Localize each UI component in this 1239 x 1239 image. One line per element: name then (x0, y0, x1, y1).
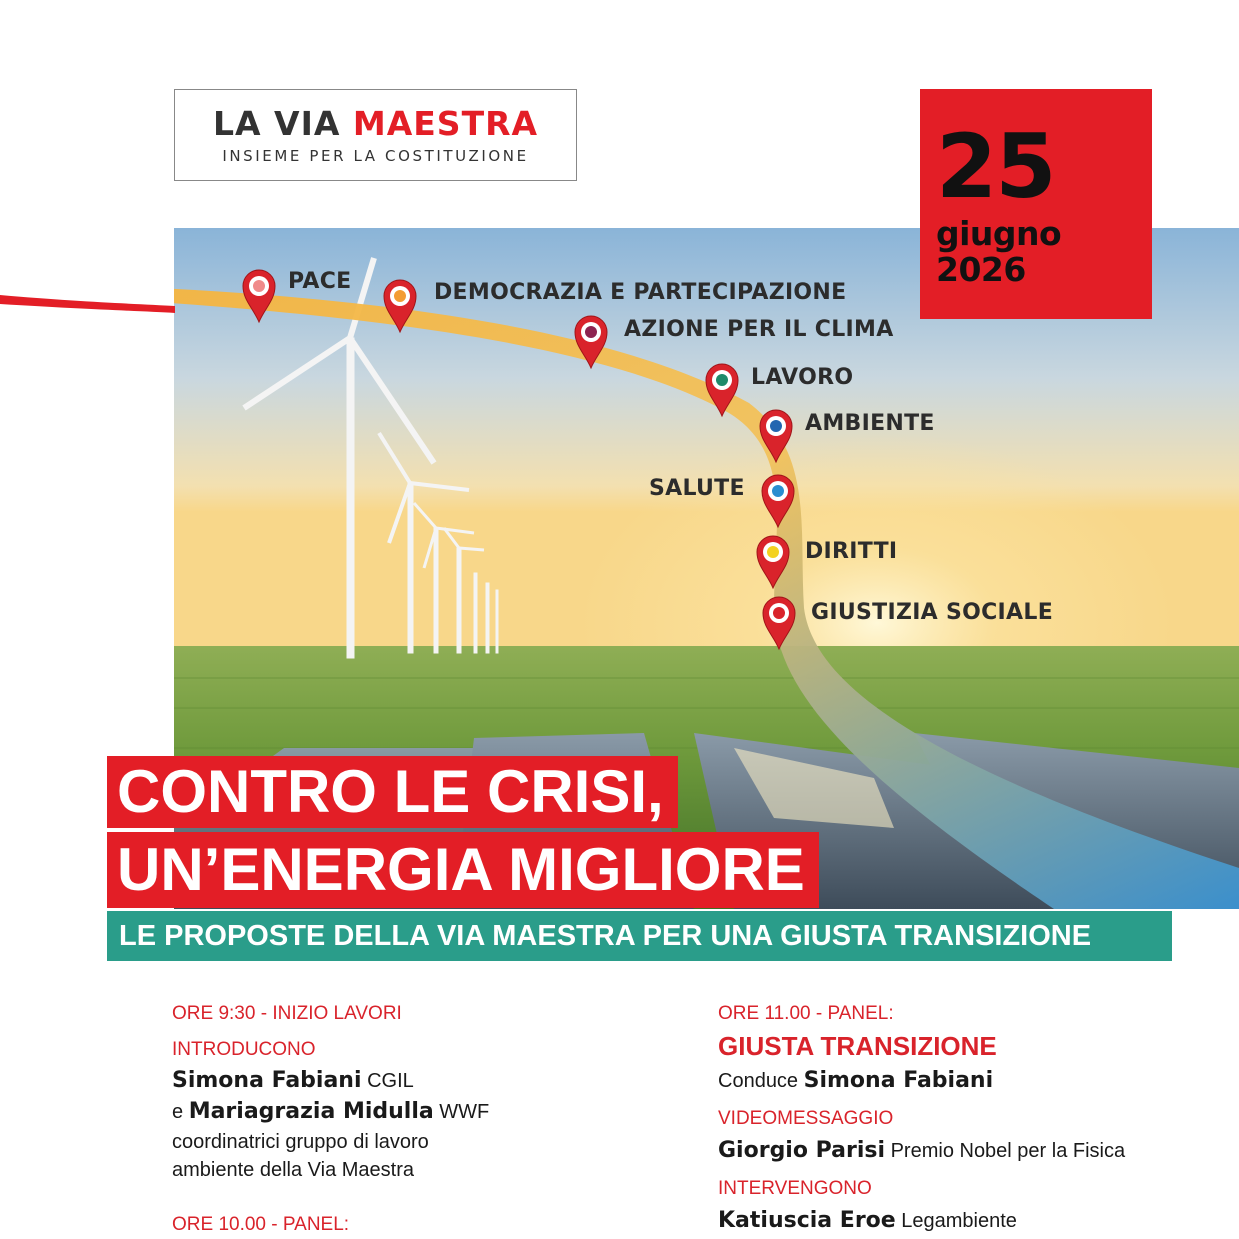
role-line2: ambiente della Via Maestra (172, 1159, 414, 1181)
date-year: 2026 (936, 250, 1026, 289)
date-month: giugno (936, 214, 1062, 253)
map-pin-icon (706, 364, 738, 416)
map-pin-icon (760, 410, 792, 462)
time-panel1: ORE 10.00 - PANEL: (172, 1214, 350, 1235)
theme-label-giustizia: GIUSTIZIA SOCIALE (811, 600, 1054, 625)
panel-title: GIUSTA TRANSIZIONE (718, 1031, 997, 1061)
logo-title: LA VIA MAESTRA (212, 104, 539, 143)
headline-line1: CONTRO LE CRISI, (107, 756, 678, 828)
date-day: 25 (936, 115, 1055, 218)
theme-label-clima: AZIONE PER IL CLIMA (624, 317, 894, 342)
speaker-mariagrazia: e Mariagrazia Midulla WWF (172, 1099, 490, 1124)
role-line1: coordinatrici gruppo di lavoro (172, 1131, 429, 1153)
intro-label: INTRODUCONO (172, 1039, 316, 1060)
time-panel2: ORE 11.00 - PANEL: (718, 1003, 894, 1024)
map-pin-icon (763, 597, 795, 649)
map-pin-icon (243, 270, 275, 322)
moderator: Conduce Simona Fabiani (718, 1068, 994, 1093)
theme-label-diritti: DIRITTI (805, 539, 898, 564)
speaker-simona: Simona Fabiani CGIL (172, 1068, 414, 1093)
logo-tagline: INSIEME PER LA COSTITUZIONE (222, 147, 529, 165)
headline-line2: UN’ENERGIA MIGLIORE (107, 832, 819, 908)
time-start: ORE 9:30 - INIZIO LAVORI (172, 1003, 402, 1024)
theme-label-salute: SALUTE (649, 476, 745, 501)
video-label: VIDEOMESSAGGIO (718, 1108, 894, 1129)
speaker-parisi: Giorgio Parisi Premio Nobel per la Fisica (718, 1138, 1126, 1163)
subtitle-banner: LE PROPOSTE DELLA VIA MAESTRA PER UNA GIUSTA TRANSIZIONE (107, 911, 1172, 961)
speaker-eroe: Katiuscia Eroe Legambiente (718, 1208, 1017, 1233)
map-pin-icon (575, 316, 607, 368)
interv-label: INTERVENGONO (718, 1178, 872, 1199)
map-pin-icon (757, 536, 789, 588)
map-pin-icon (384, 280, 416, 332)
theme-label-ambiente: AMBIENTE (805, 411, 935, 436)
map-pin-icon (762, 475, 794, 527)
theme-label-lavoro: LAVORO (751, 365, 854, 390)
theme-label-democrazia: DEMOCRAZIA E PARTECIPAZIONE (434, 280, 847, 305)
theme-label-pace: PACE (288, 269, 352, 294)
